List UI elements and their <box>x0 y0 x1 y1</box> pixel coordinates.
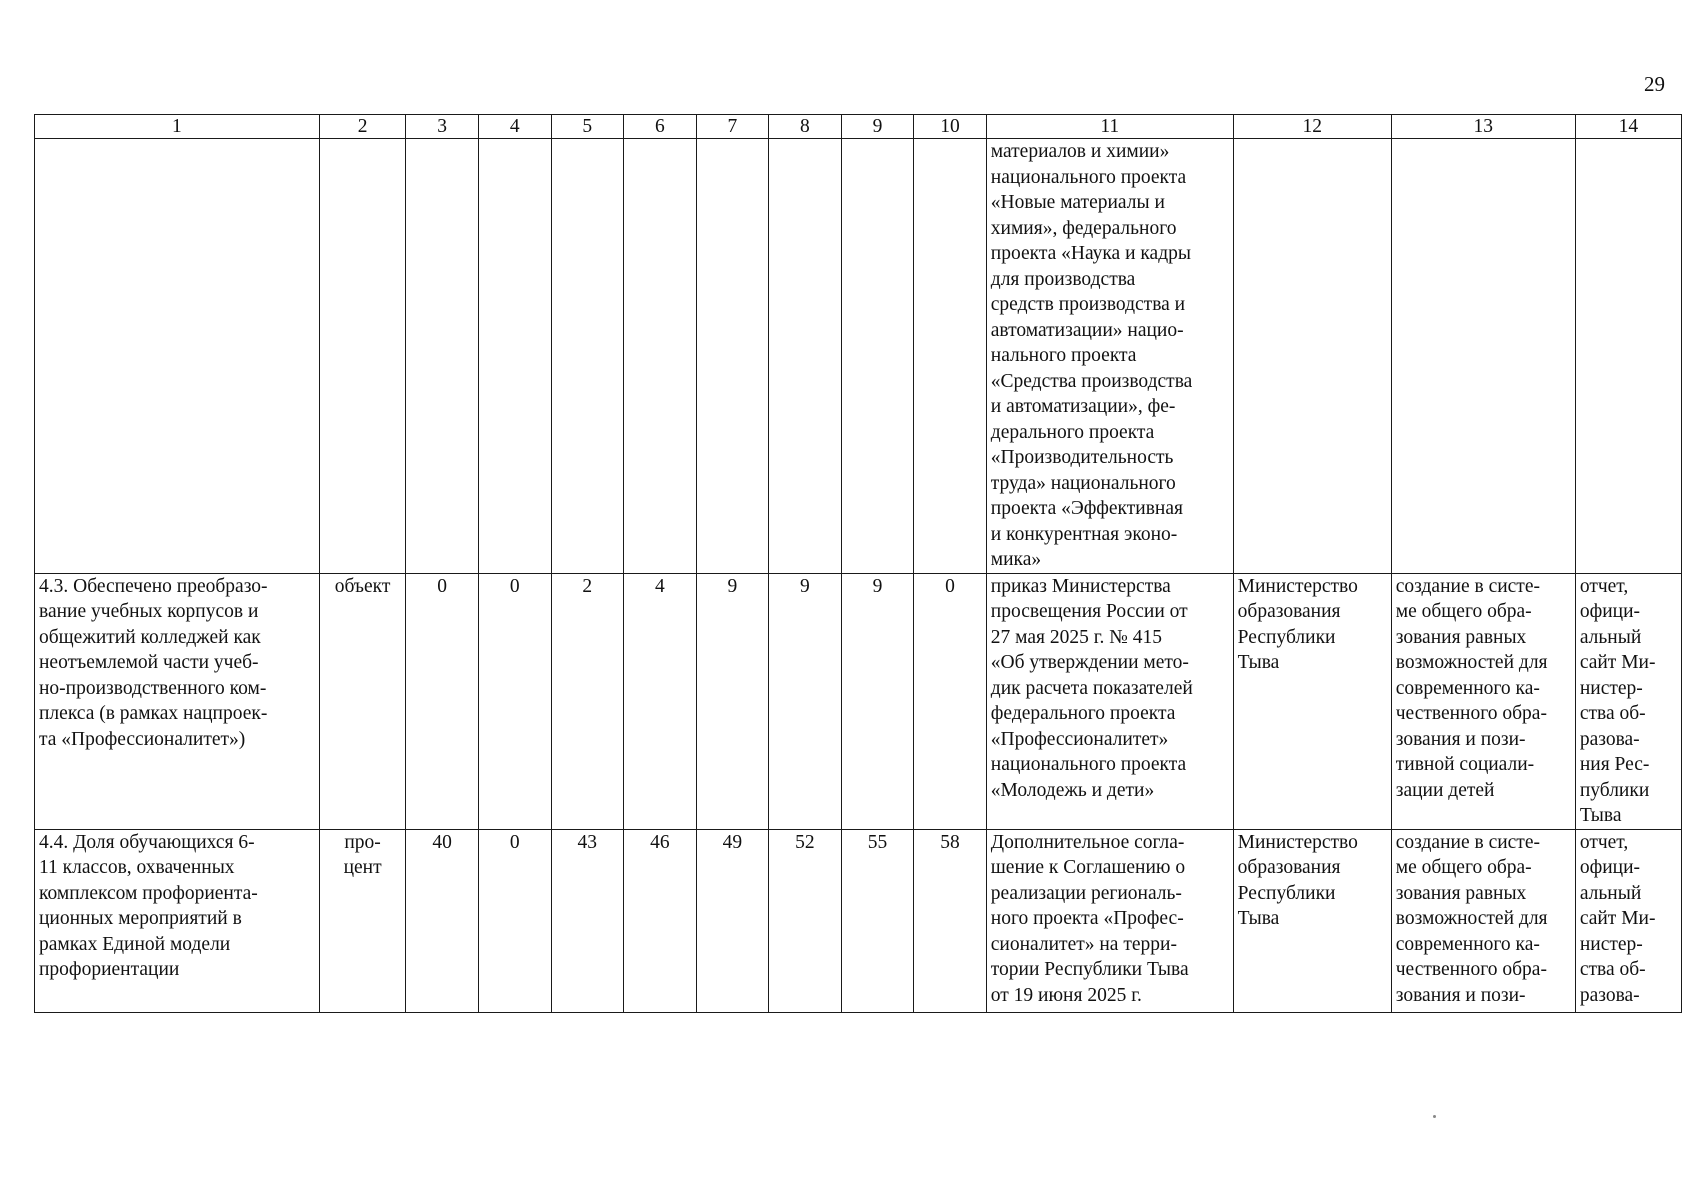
value-cell: 0 <box>478 829 551 1012</box>
source-cell: отчет, офици- альный сайт Ми- нистер- ства об- разова- <box>1575 829 1681 1012</box>
value-cell <box>914 139 987 574</box>
value-cell: 58 <box>914 829 987 1012</box>
column-header: 5 <box>551 115 624 139</box>
column-header: 14 <box>1575 115 1681 139</box>
unit-cell: объект <box>319 573 406 829</box>
value-cell <box>624 139 697 574</box>
value-cell: 0 <box>406 573 479 829</box>
value-cell: 0 <box>478 573 551 829</box>
value-cell <box>769 139 842 574</box>
value-cell <box>696 139 769 574</box>
column-header: 6 <box>624 115 697 139</box>
column-header: 13 <box>1391 115 1575 139</box>
column-header: 8 <box>769 115 842 139</box>
table-row-continuation <box>35 139 1682 574</box>
responsible-cell <box>1233 139 1391 574</box>
relation-cell: создание в систе- ме общего обра- зования равных возможностей для современного ка- чественного обра- зования и пози- тивной социали- зации детей <box>1391 573 1575 829</box>
value-cell: 49 <box>696 829 769 1012</box>
value-cell: 9 <box>769 573 842 829</box>
indicator-name-cell <box>35 139 320 574</box>
value-cell <box>841 139 914 574</box>
basis-document-cell: приказ Министерства просвещения России от 27 мая 2025 г. № 415 «Об утверждении мето- дик расчета показателей федерального проекта «Профессионалитет» национального проекта «Молодежь и дети» <box>986 573 1233 829</box>
column-header: 3 <box>406 115 479 139</box>
responsible-cell: Министерство образования Республики Тыва <box>1233 573 1391 829</box>
table-row-4-3 <box>35 573 1682 829</box>
value-cell: 9 <box>841 573 914 829</box>
unit-cell <box>319 139 406 574</box>
value-cell: 52 <box>769 829 842 1012</box>
indicator-name-cell: 4.3. Обеспечено преобразо- вание учебных корпусов и общежитий колледжей как неотъемлемой части учеб- но-производственного ком- плекса (в рамках нацпроек- та «Профессионалитет») <box>35 573 320 829</box>
value-cell <box>551 139 624 574</box>
source-cell <box>1575 139 1681 574</box>
column-header: 12 <box>1233 115 1391 139</box>
column-header: 11 <box>986 115 1233 139</box>
relation-cell: создание в систе- ме общего обра- зования равных возможностей для современного ка- чественного обра- зования и пози- <box>1391 829 1575 1012</box>
page-number: 29 <box>1644 72 1665 96</box>
responsible-cell: Министерство образования Республики Тыва <box>1233 829 1391 1012</box>
value-cell <box>406 139 479 574</box>
indicator-name-cell: 4.4. Доля обучающихся 6- 11 классов, охваченных комплексом профориента- ционных мероприятий в рамках Единой модели профориентации <box>35 829 320 1012</box>
unit-cell: про- цент <box>319 829 406 1012</box>
source-cell: отчет, офици- альный сайт Ми- нистер- ства об- разова- ния Рес- публики Тыва <box>1575 573 1681 829</box>
value-cell <box>478 139 551 574</box>
column-header: 1 <box>35 115 320 139</box>
value-cell: 0 <box>914 573 987 829</box>
column-header: 7 <box>696 115 769 139</box>
value-cell: 43 <box>551 829 624 1012</box>
column-header: 9 <box>841 115 914 139</box>
scan-dot <box>1433 1115 1436 1118</box>
value-cell: 4 <box>624 573 697 829</box>
relation-cell <box>1391 139 1575 574</box>
basis-document-cell: Дополнительное согла- шение к Соглашению о реализации региональ- ного проекта «Профес- сионалитет» на терри- тории Республики Тыва от 19 июня 2025 г. <box>986 829 1233 1012</box>
column-header: 4 <box>478 115 551 139</box>
value-cell: 9 <box>696 573 769 829</box>
table-row-4-4 <box>35 829 1682 1012</box>
column-header: 10 <box>914 115 987 139</box>
column-header: 2 <box>319 115 406 139</box>
value-cell: 40 <box>406 829 479 1012</box>
value-cell: 2 <box>551 573 624 829</box>
column-number-row <box>35 115 1682 139</box>
value-cell: 46 <box>624 829 697 1012</box>
basis-document-cell: материалов и химии» национального проекта «Новые материалы и химия», федерального проекта «Наука и кадры для производства средств производства и автоматизации» нацио- нального проекта «Средства производства и автоматизации», фе- дерального проекта «Производительность труда» национального проекта «Эффективная и конкурентная эконо- мика» <box>986 139 1233 574</box>
indicators-table <box>34 114 1682 1013</box>
value-cell: 55 <box>841 829 914 1012</box>
